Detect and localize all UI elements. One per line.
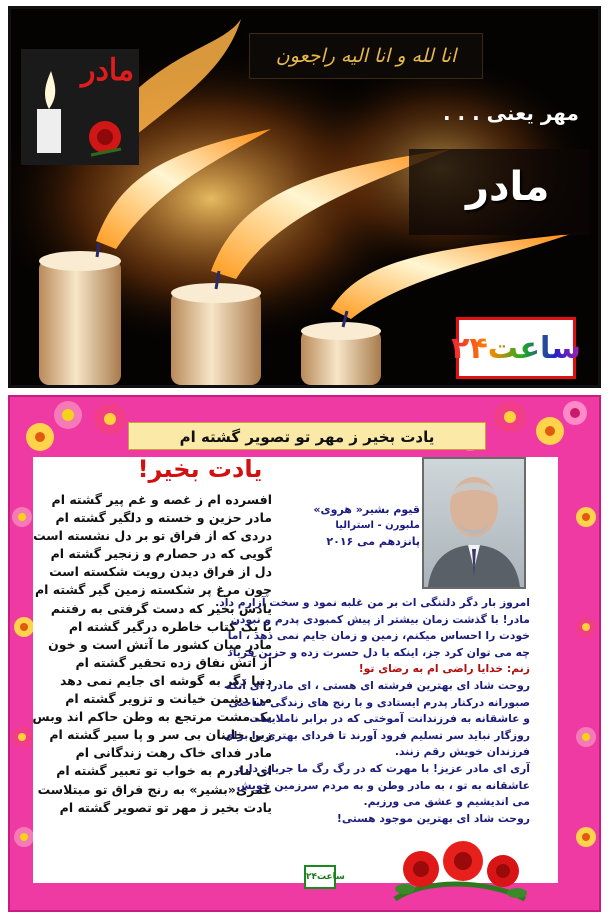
poem-line: از آتش نفاق زده تحقیر گشته ام <box>75 654 272 670</box>
memorial-banner <box>8 6 601 388</box>
flower-icon <box>536 417 564 445</box>
poem-ribbon: یادت بخیر ز مهر تو تصویر گشته ام <box>128 422 486 450</box>
prose-line: فرزندان خویش رقم زنند. <box>394 745 530 759</box>
prose-line: و عاشقانه به فرزندانت آموختی که در برابر ناملایمات <box>249 712 530 726</box>
prose-line: چه می توان کرد جز، اینکه با دل حسرت زده و حزین فریاد <box>227 645 530 659</box>
flower-icon <box>576 827 596 847</box>
candle-icon <box>171 271 261 385</box>
poem-card <box>8 395 601 912</box>
flower-icon <box>14 827 34 847</box>
candle-icon <box>39 243 121 385</box>
author-name: قیوم بشیر« هروی» <box>313 503 420 516</box>
flower-icon <box>494 401 526 433</box>
poem-line: عمری«بشیر» به رنج فراق تو مبتلاست <box>37 781 272 797</box>
poem-line: زین خاینان بی سر و پا سیر گشته ام <box>49 727 272 743</box>
poem-line: یک مشت مرتجع به وطن حاکم اند وبس <box>32 709 272 725</box>
poem-line: چون مرغ پر شکسته زمین گیر گشته ام <box>34 582 272 598</box>
prose-line: امروز بار دگر دلتنگی ات بر من غلبه نمود و سخت آزارم داد. <box>215 596 530 609</box>
author-place: ملبورن - استرالیا <box>335 520 420 531</box>
flower-icon <box>576 507 596 527</box>
poem-line: مادر حزین و خسته و دلگیر گشته ام <box>55 510 272 526</box>
calligraphy-banner <box>249 33 483 79</box>
flower-icon <box>576 727 596 747</box>
prose-line: صبورانه درکنار پدرم ایستادی و با رنج های زندگی ساختی <box>228 695 530 709</box>
mehr-text: مهر یعنی . . . <box>443 101 579 125</box>
prose-line: می اندیشیم و عشق می ورزیم. <box>363 795 530 809</box>
poem-line: مادر میان کشور ما آتش است و خون <box>48 636 272 652</box>
flower-icon <box>26 423 54 451</box>
prose-line: عاشقانه به تو ، به مادر وطن و به مردم سرزمین خویش <box>236 778 530 792</box>
madar-red-title: مادر <box>81 53 135 88</box>
prose-line: مادر! با گذشت زمان بیشتر از پیش کمبودی پدرم و نبودن <box>230 612 530 626</box>
poem-line: یادت بخیر ز مهر تو تصویر گشته ام <box>59 799 272 815</box>
author-info <box>280 501 420 550</box>
poem-line: دنیا دگر به گوشه ای جایم نمی دهد <box>59 672 272 688</box>
rose-icon <box>403 851 439 887</box>
poem-line: ای مادرم به خواب تو تعبیر گشته ام <box>56 763 272 779</box>
calligraphy-text: انا لله و انا الیه راجعون <box>275 45 457 67</box>
poem-line: یادش بخیر که دست گرفتی به رفتنم <box>50 600 272 616</box>
rose-icon <box>443 841 483 881</box>
author-photo <box>422 457 526 589</box>
poem-line: من دشمن خیانت و تزویر گشته ام <box>65 691 272 707</box>
24-saat-logo <box>451 317 581 379</box>
flower-icon <box>576 617 596 637</box>
24-saat-small-logo: ۲۴ساعت <box>304 865 336 889</box>
prose-line: روزگار نباید سر تسلیم فرود آورند تا فردای بهتری را برای <box>223 728 530 742</box>
poem-line: دل از فراق دیدن رویت شکسته است <box>49 564 272 580</box>
roses-illustration <box>385 839 535 905</box>
author-date: پانزدهم می ۲۰۱۶ <box>326 535 420 548</box>
prose-line: آری ای مادر عزیز! با مهرت که در رگ رگ ما جریان دارد <box>237 761 530 775</box>
rose-icon <box>487 855 519 887</box>
24-saat-logo-text: ۲۴ساعت <box>451 330 581 366</box>
prose-body <box>215 595 530 827</box>
poem-line: با یک کتاب خاطره درگیر گشته ام <box>68 618 272 634</box>
flower-icon <box>54 401 82 429</box>
poem-line: مادر فدای خاک رهت زندگانی ام <box>75 745 272 761</box>
poem-title: یادت بخیر! <box>137 455 263 483</box>
poem-line: گویی که در حصارم و زنجیر گشته ام <box>50 546 272 562</box>
prose-line: خودت را احساس میکنم، زمین و زمان جایم نمی دهد ، اما <box>227 629 530 643</box>
prose-line: روحت شاد ای بهترین موجود هستی! <box>336 811 530 825</box>
prose-line: زنم: خدایا راضی ام به رضای تو! <box>358 662 530 676</box>
flower-icon <box>94 403 126 435</box>
flower-icon <box>563 401 587 425</box>
portrait-illustration <box>424 459 524 587</box>
poem-line: افسرده ام ز غصه و غم پیر گشته ام <box>51 492 272 507</box>
prose-line: روحت شاد ای بهترین فرشته ای هستی ، ای مادر، ای آنکه <box>225 678 530 692</box>
madar-white-title: مادر <box>466 164 550 210</box>
poem-line: دردی که از فراق تو بر دل نشسته است <box>33 528 272 544</box>
